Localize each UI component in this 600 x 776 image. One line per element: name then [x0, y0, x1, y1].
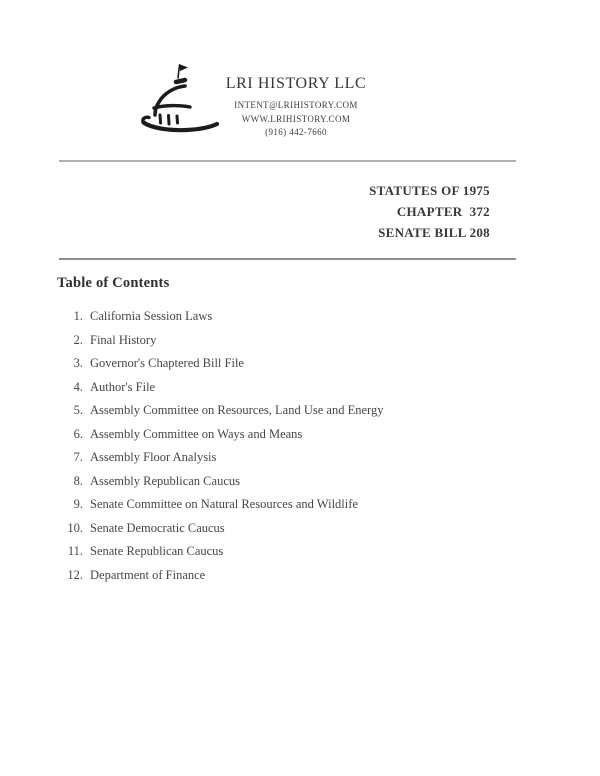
toc-item-number: 8.: [73, 473, 83, 488]
toc-item: [57, 423, 383, 447]
toc-item-label: Assembly Floor Analysis: [90, 450, 217, 464]
toc-item: [57, 470, 383, 494]
bill-reference: [369, 180, 490, 243]
toc-item-number: 4.: [73, 379, 83, 394]
toc-item-label: Assembly Committee on Ways and Means: [90, 426, 303, 441]
toc-item-label: Assembly Committee on Resources, Land Use and Energy: [90, 403, 384, 417]
company-email: INTENT@LRIHISTORY.COM: [234, 100, 358, 110]
toc-item: [57, 540, 383, 564]
toc-item-number: 2.: [73, 332, 83, 347]
toc-item-label: Senate Democratic Caucus: [90, 520, 225, 535]
toc-item-number: 9.: [73, 497, 83, 511]
toc-item: [57, 352, 383, 376]
toc-item-number: 7.: [73, 450, 83, 464]
toc-item-number: 12.: [67, 567, 83, 582]
toc-item: [57, 446, 383, 470]
toc-item-number: 5.: [73, 403, 83, 417]
company-contact: [208, 99, 384, 140]
toc-item-label: Author's File: [90, 379, 156, 394]
company-website: WWW.LRIHISTORY.COM: [241, 113, 351, 124]
toc-item-label: Department of Finance: [90, 567, 206, 582]
toc-item-number: 1.: [73, 309, 83, 323]
statutes-line: STATUTES OF 1975: [369, 183, 490, 198]
toc-item: [57, 305, 383, 329]
toc-heading: Table of Contents: [57, 275, 170, 291]
toc-item-label: Senate Republican Caucus: [90, 544, 224, 558]
toc-item-label: Governor's Chaptered Bill File: [90, 356, 244, 370]
toc-item-number: 3.: [73, 356, 83, 370]
toc-item: [57, 517, 383, 541]
company-name: LRI HISTORY LLC: [225, 75, 367, 92]
toc-item: [57, 376, 383, 400]
divider-bottom: [59, 258, 516, 260]
toc-item-label: Senate Committee on Natural Resources and Wildlife: [90, 497, 358, 511]
toc-item-number: 6.: [73, 426, 83, 441]
letterhead-text: [208, 74, 384, 140]
toc-list: [57, 305, 383, 587]
toc-item-label: Assembly Republican Caucus: [90, 473, 240, 488]
divider-top: [59, 160, 516, 162]
toc-item: [57, 493, 383, 517]
chapter-line: CHAPTER 372: [396, 204, 490, 219]
toc-item-number: 10.: [67, 520, 83, 535]
company-phone: (916) 442-7660: [265, 127, 327, 137]
toc-item-label: Final History: [90, 332, 157, 347]
toc-item: [57, 399, 383, 423]
toc-item: [57, 564, 383, 588]
senate-bill-line: SENATE BILL 208: [378, 225, 490, 240]
toc-item-number: 11.: [67, 544, 83, 558]
toc-item: [57, 329, 383, 353]
toc-item-label: California Session Laws: [90, 309, 213, 323]
